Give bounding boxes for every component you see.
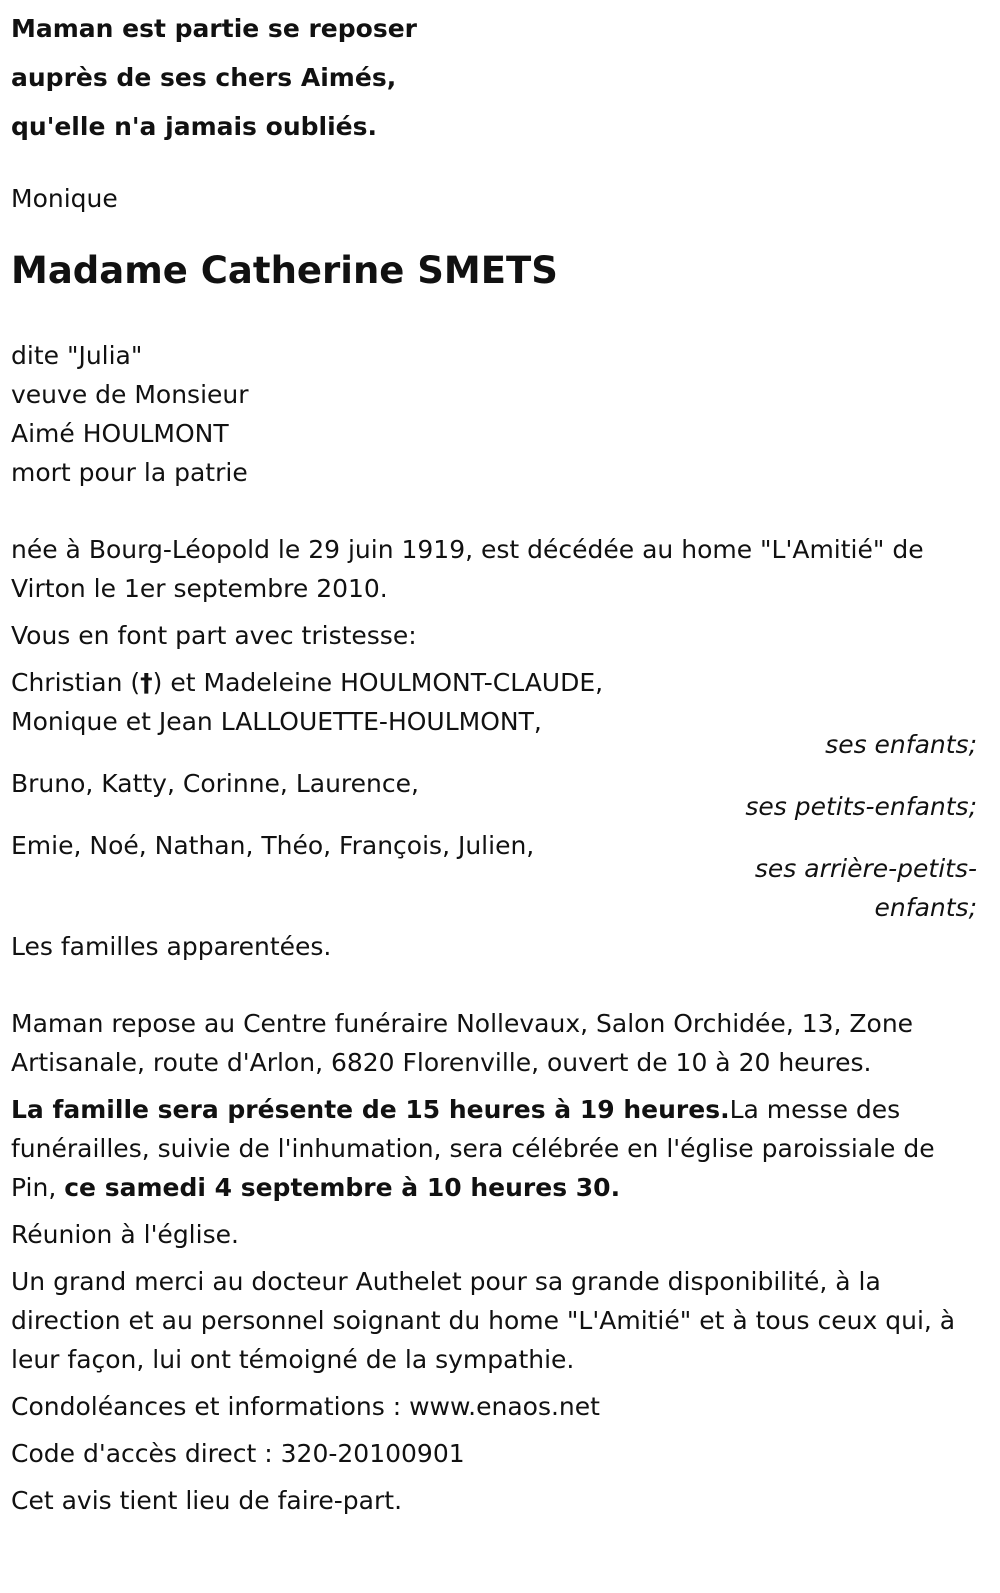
signer-name: Monique — [11, 184, 118, 213]
alias-line: dite "Julia" — [11, 341, 143, 370]
funeral-paragraph — [11, 1090, 977, 1207]
grandchildren-names: Bruno, Katty, Corinne, Laurence, — [11, 769, 419, 798]
great-grandchildren-role: ses arrière-petits-enfants; — [754, 854, 977, 922]
children-role: ses enfants; — [825, 730, 977, 759]
family-great-grandchildren — [11, 826, 977, 927]
children-line-1: Christian (†) et Madeleine HOULMONT-CLAUDE, — [11, 668, 604, 697]
announcement-intro: Vous en font part avec tristesse: — [11, 621, 417, 650]
children-line-2: Monique et Jean LALLOUETTE-HOULMONT, — [11, 707, 542, 736]
great-grandchildren-names: Emie, Noé, Nathan, Théo, François, Julien, — [11, 831, 535, 860]
family-presence: La famille sera présente de 15 heures à 19 heures. — [11, 1095, 730, 1124]
family-children — [11, 663, 977, 764]
poem-line-3: qu'elle n'a jamais oubliés. — [11, 112, 377, 141]
rest-place-paragraph: Maman repose au Centre funéraire Nollevaux, Salon Orchidée, 13, Zone Artisanale, route d'Arlon, 6820 Florenville, ouvert de 10 à 20 heures. — [11, 1009, 914, 1077]
access-code-line: Code d'accès direct : 320-20100901 — [11, 1439, 465, 1468]
cross-icon: † — [140, 668, 153, 697]
mass-date: ce samedi 4 septembre à 10 heures 30. — [64, 1173, 621, 1202]
opening-poem — [11, 4, 977, 151]
deceased-details — [11, 336, 977, 492]
birth-death-paragraph: née à Bourg-Léopold le 29 juin 1919, est décédée au home "L'Amitié" de Virton le 1er septembre 2010. — [11, 535, 924, 603]
poem-line-2: auprès de ses chers Aimés, — [11, 63, 397, 92]
meeting-line: Réunion à l'église. — [11, 1220, 239, 1249]
husband-name: Aimé HOULMONT — [11, 419, 229, 448]
husband-note: mort pour la patrie — [11, 458, 248, 487]
thanks-paragraph: Un grand merci au docteur Authelet pour sa grande disponibilité, à la direction et au personnel soignant du home "L'Amitié" et à tous ceux qui, à leur façon, lui ont témoigné de la sympathie. — [11, 1267, 956, 1374]
family-grandchildren — [11, 764, 977, 826]
notice-line: Cet avis tient lieu de faire-part. — [11, 1486, 403, 1515]
obituary-notice — [11, 4, 977, 1520]
deceased-name: Madame Catherine SMETS — [11, 249, 558, 292]
relatives-line: Les familles apparentées. — [11, 932, 332, 961]
poem-line-1: Maman est partie se reposer — [11, 14, 417, 43]
widow-line: veuve de Monsieur — [11, 380, 249, 409]
condolences-line: Condoléances et informations : www.enaos.net — [11, 1392, 600, 1421]
grandchildren-role: ses petits-enfants; — [745, 792, 977, 821]
mass-details: La messe des funérailles, suivie de l'inhumation, sera célébrée en l'église paroissiale de Pin, — [11, 1095, 935, 1202]
